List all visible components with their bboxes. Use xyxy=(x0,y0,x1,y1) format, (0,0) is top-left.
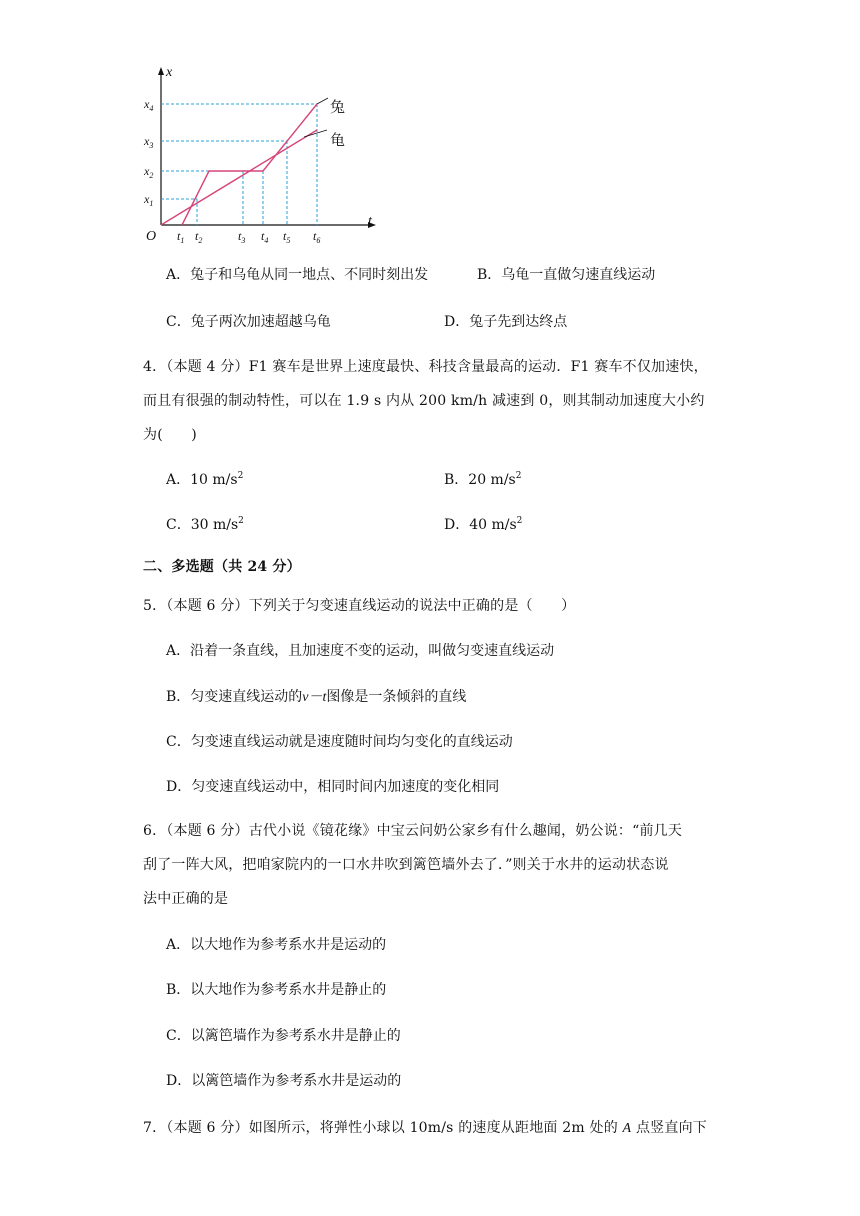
guide-lines xyxy=(161,104,317,225)
x-axis-label: x xyxy=(166,65,173,80)
t-axis-label: t xyxy=(368,214,372,229)
x-tick-label: $x_3$ xyxy=(144,134,154,150)
t-tick-label: $t_6$ xyxy=(313,229,321,245)
q4-stem-line-2: 而且有很强的制动特性，可以在 1.9 s 内从 200 km/h 减速到 0，则其制动加速度大小约 xyxy=(143,393,705,409)
q4-option-a xyxy=(166,469,243,489)
q3-option-c: C．兔子两次加速超越乌龟 xyxy=(166,314,331,330)
xt-graph-svg xyxy=(140,58,390,248)
q5-option-b-post: 图像是一条倾斜的直线 xyxy=(326,689,467,705)
x-tick-label: $x_4$ xyxy=(144,97,154,113)
x-tick-labels xyxy=(143,97,153,208)
q4-option-b-text: B．20 m/s xyxy=(444,472,516,488)
q6-option-c: C．以篱笆墙作为参考系水井是静止的 xyxy=(166,1028,401,1044)
q4-option-c xyxy=(166,514,244,534)
q5-option-c: C．匀变速直线运动就是速度随时间均匀变化的直线运动 xyxy=(166,734,513,750)
section-title: 二、多选题（共 24 分） xyxy=(143,559,301,575)
q5-option-b-pre: B．匀变速直线运动的 xyxy=(166,689,303,705)
t-tick-label: $t_4$ xyxy=(261,229,269,245)
origin-label: O xyxy=(146,229,157,244)
q4-stem-line-1: 4．（本题 4 分）F1 赛车是世界上速度最快、科技含量最高的运动．F1 赛车不仅加速快， xyxy=(143,359,708,375)
q4-option-a-text: A．10 m/s xyxy=(166,472,238,488)
q4-option-b xyxy=(444,469,521,489)
q4-option-d-text: D．40 m/s xyxy=(444,517,517,533)
q4-stem-line-3: 为( ) xyxy=(143,427,197,443)
q6-stem-line-3: 法中正确的是 xyxy=(143,891,229,907)
q4-option-c-text: C．30 m/s xyxy=(166,517,239,533)
turtle-label: 龟 xyxy=(330,131,346,149)
turtle-line xyxy=(161,130,317,225)
q5-option-a: A．沿着一条直线，且加速度不变的运动，叫做匀变速直线运动 xyxy=(166,643,555,659)
q6-option-d: D．以篱笆墙作为参考系水井是运动的 xyxy=(166,1073,402,1089)
q6-stem-line-1: 6．（本题 6 分）古代小说《镜花缘》中宝云问奶公家乡有什么趣闻，奶公说：“前几天 xyxy=(143,823,683,839)
t-tick-labels xyxy=(177,229,320,245)
q6-option-b: B．以大地作为参考系水井是静止的 xyxy=(166,982,387,998)
rabbit-label: 兔 xyxy=(330,98,346,116)
q7-stem-pre: 7．（本题 6 分）如图所示，将弹性小球以 10m/s 的速度从距地面 2m 处的 xyxy=(143,1120,623,1136)
q7-stem xyxy=(143,1117,707,1137)
q7-stem-post: 点竖直向下 xyxy=(631,1120,707,1136)
t-tick-label: $t_5$ xyxy=(283,229,291,245)
exponent: 2 xyxy=(516,516,523,526)
exponent: 2 xyxy=(237,471,244,481)
x-tick-label: $x_2$ xyxy=(144,164,154,180)
vt-symbol: v－t xyxy=(302,690,327,705)
q5-option-d: D．匀变速直线运动中，相同时间内加速度的变化相同 xyxy=(166,779,500,795)
rabbit-pointer xyxy=(317,98,328,104)
q4-option-d xyxy=(444,514,522,534)
t-tick-label: $t_2$ xyxy=(195,229,203,245)
exponent: 2 xyxy=(238,516,244,526)
x-tick-label: $x_1$ xyxy=(144,192,154,208)
exponent: 2 xyxy=(515,471,522,481)
q5-option-b xyxy=(166,686,466,706)
q5-stem: 5．（本题 6 分）下列关于匀变速直线运动的说法中正确的是（ ） xyxy=(143,598,576,614)
q3-option-a: A．兔子和乌龟从同一地点、不同时刻出发 xyxy=(166,267,429,283)
x-axis-arrow xyxy=(158,67,164,75)
q6-option-a: A．以大地作为参考系水井是运动的 xyxy=(166,937,387,953)
xt-graph xyxy=(140,58,390,248)
q3-option-b: B．乌龟一直做匀速直线运动 xyxy=(477,267,656,283)
q6-stem-line-2: 刮了一阵大风，把咱家院内的一口水井吹到篱笆墙外去了．”则关于水井的运动状态说 xyxy=(143,857,669,873)
curves xyxy=(161,104,317,225)
t-tick-label: $t_1$ xyxy=(177,229,185,245)
rabbit-line xyxy=(182,104,317,225)
point-a: A xyxy=(622,1121,632,1136)
q3-option-d: D．兔子先到达终点 xyxy=(444,314,568,330)
t-tick-label: $t_3$ xyxy=(238,229,246,245)
